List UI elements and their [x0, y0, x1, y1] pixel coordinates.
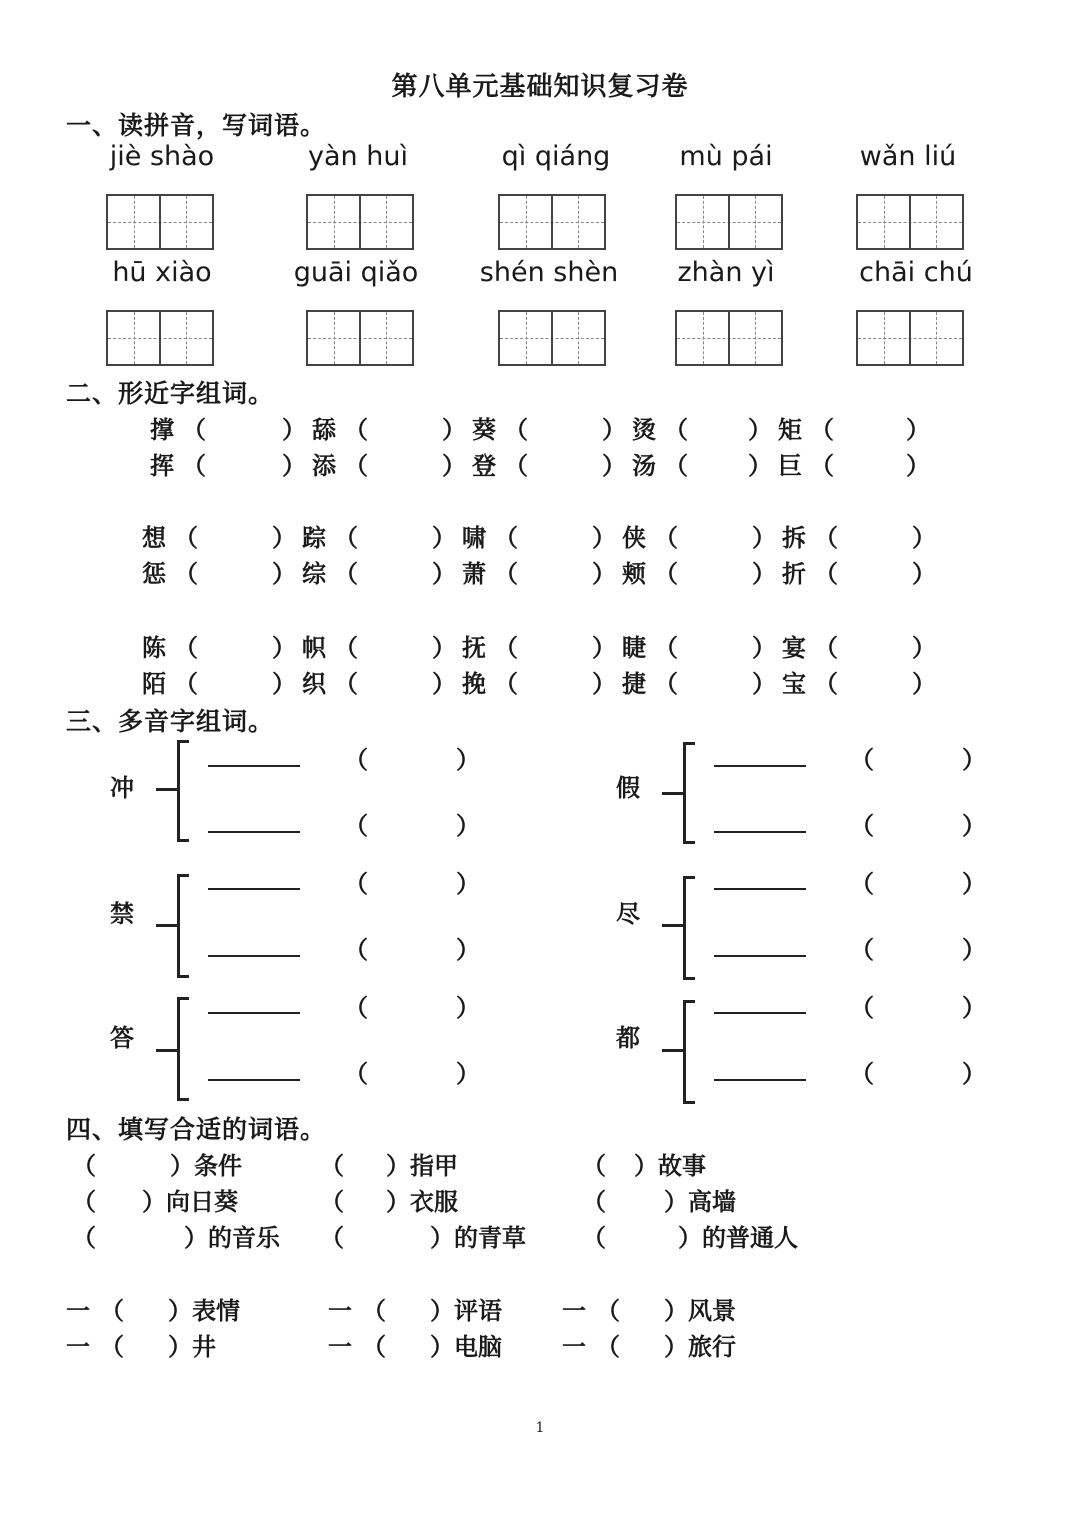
- close-paren: ）: [752, 669, 776, 698]
- pinyin-9: zhàn yì: [677, 257, 775, 288]
- open-paren: （: [850, 993, 874, 1022]
- close-paren: ）: [962, 869, 986, 898]
- close-paren: ）: [272, 559, 296, 588]
- open-paren: （: [72, 1151, 96, 1180]
- similar-char: 侠: [622, 523, 646, 552]
- writing-grid[interactable]: [675, 310, 783, 366]
- answer-line[interactable]: [208, 1012, 300, 1014]
- similar-char: 睫: [622, 633, 646, 662]
- similar-char: 汤: [632, 451, 656, 480]
- open-paren: （: [494, 669, 518, 698]
- close-paren: ）: [906, 415, 930, 444]
- close-paren: ）: [962, 935, 986, 964]
- similar-char: 帜: [302, 633, 326, 662]
- pinyin-7: guāi qiǎo: [293, 257, 419, 288]
- polyphone-char: 禁: [110, 899, 134, 928]
- open-paren: （: [174, 669, 198, 698]
- open-paren: （: [334, 559, 358, 588]
- one-char: 一: [562, 1296, 586, 1325]
- pinyin-5: wǎn liú: [859, 141, 957, 172]
- open-paren: （: [182, 451, 206, 480]
- close-paren: ）: [748, 451, 772, 480]
- fill-item: ）的普通人: [678, 1223, 798, 1252]
- fill-item: ）电脑: [430, 1332, 502, 1361]
- open-paren: （: [182, 415, 206, 444]
- writing-grid[interactable]: [106, 310, 214, 366]
- fill-item: ）表情: [168, 1296, 240, 1325]
- writing-grid[interactable]: [675, 194, 783, 250]
- similar-char: 撑: [150, 415, 174, 444]
- close-paren: ）: [456, 811, 480, 840]
- open-paren: （: [850, 869, 874, 898]
- polyphone-char: 尽: [616, 899, 640, 928]
- similar-char: 陈: [142, 633, 166, 662]
- open-paren: （: [100, 1332, 124, 1361]
- one-char: 一: [328, 1296, 352, 1325]
- open-paren: （: [344, 811, 368, 840]
- one-char: 一: [66, 1296, 90, 1325]
- open-paren: （: [334, 633, 358, 662]
- close-paren: ）: [592, 523, 616, 552]
- close-paren: ）: [272, 669, 296, 698]
- open-paren: （: [814, 633, 838, 662]
- fill-item: ）评语: [430, 1296, 502, 1325]
- open-paren: （: [582, 1187, 606, 1216]
- answer-line[interactable]: [714, 1012, 806, 1014]
- open-paren: （: [654, 559, 678, 588]
- close-paren: ）: [456, 869, 480, 898]
- bracket: [683, 742, 695, 844]
- close-paren: ）: [272, 523, 296, 552]
- open-paren: （: [344, 1059, 368, 1088]
- open-paren: （: [344, 993, 368, 1022]
- close-paren: ）: [962, 993, 986, 1022]
- close-paren: ）: [272, 633, 296, 662]
- one-char: 一: [562, 1332, 586, 1361]
- writing-grid[interactable]: [306, 194, 414, 250]
- open-paren: （: [72, 1187, 96, 1216]
- open-paren: （: [344, 745, 368, 774]
- open-paren: （: [654, 523, 678, 552]
- similar-char: 踪: [302, 523, 326, 552]
- similar-char: 宝: [782, 669, 806, 698]
- similar-char: 惩: [142, 559, 166, 588]
- similar-char: 添: [312, 451, 336, 480]
- polyphone-char: 冲: [110, 773, 134, 802]
- similar-char: 抚: [462, 633, 486, 662]
- section-1-heading: 一、读拼音，写词语。: [66, 111, 327, 140]
- fill-item: ）高墙: [664, 1187, 736, 1216]
- open-paren: （: [850, 935, 874, 964]
- similar-char: 巨: [778, 451, 802, 480]
- similar-char: 登: [472, 451, 496, 480]
- close-paren: ）: [432, 633, 456, 662]
- similar-char: 陌: [142, 669, 166, 698]
- page-number: 1: [535, 1420, 545, 1436]
- bracket: [177, 740, 189, 842]
- fill-item: ）条件: [170, 1151, 242, 1180]
- one-char: 一: [66, 1332, 90, 1361]
- close-paren: ）: [962, 811, 986, 840]
- writing-grid[interactable]: [498, 310, 606, 366]
- open-paren: （: [320, 1187, 344, 1216]
- pinyin-4: mù pái: [679, 141, 773, 172]
- close-paren: ）: [432, 523, 456, 552]
- close-paren: ）: [456, 993, 480, 1022]
- pinyin-10: chāi chú: [859, 257, 973, 288]
- close-paren: ）: [602, 415, 626, 444]
- close-paren: ）: [432, 559, 456, 588]
- answer-line[interactable]: [714, 831, 806, 833]
- section-4-heading: 四、填写合适的词语。: [66, 1115, 327, 1144]
- answer-line[interactable]: [714, 888, 806, 890]
- open-paren: （: [504, 451, 528, 480]
- polyphone-char: 都: [616, 1023, 640, 1052]
- open-paren: （: [850, 745, 874, 774]
- similar-char: 矩: [778, 415, 802, 444]
- open-paren: （: [494, 523, 518, 552]
- open-paren: （: [320, 1151, 344, 1180]
- open-paren: （: [344, 869, 368, 898]
- open-paren: （: [810, 451, 834, 480]
- similar-char: 综: [302, 559, 326, 588]
- open-paren: （: [654, 669, 678, 698]
- answer-line[interactable]: [208, 955, 300, 957]
- close-paren: ）: [442, 415, 466, 444]
- similar-char: 烫: [632, 415, 656, 444]
- open-paren: （: [344, 415, 368, 444]
- open-paren: （: [174, 633, 198, 662]
- answer-line[interactable]: [208, 831, 300, 833]
- answer-line[interactable]: [208, 888, 300, 890]
- open-paren: （: [596, 1296, 620, 1325]
- pinyin-2: yàn huì: [308, 141, 408, 172]
- close-paren: ）: [962, 1059, 986, 1088]
- close-paren: ）: [592, 559, 616, 588]
- similar-char: 葵: [472, 415, 496, 444]
- open-paren: （: [814, 559, 838, 588]
- section-3-heading: 三、多音字组词。: [66, 707, 275, 736]
- similar-char: 舔: [312, 415, 336, 444]
- close-paren: ）: [592, 669, 616, 698]
- open-paren: （: [362, 1332, 386, 1361]
- open-paren: （: [494, 633, 518, 662]
- pinyin-1: jiè shào: [109, 141, 215, 172]
- close-paren: ）: [752, 523, 776, 552]
- one-char: 一: [328, 1332, 352, 1361]
- close-paren: ）: [752, 559, 776, 588]
- bracket: [683, 876, 695, 980]
- bracket: [177, 874, 189, 978]
- open-paren: （: [664, 451, 688, 480]
- similar-char: 想: [142, 523, 166, 552]
- open-paren: （: [850, 1059, 874, 1088]
- open-paren: （: [494, 559, 518, 588]
- open-paren: （: [100, 1296, 124, 1325]
- close-paren: ）: [282, 451, 306, 480]
- close-paren: ）: [456, 1059, 480, 1088]
- writing-grid[interactable]: [106, 194, 214, 250]
- answer-line[interactable]: [714, 765, 806, 767]
- answer-line[interactable]: [208, 1079, 300, 1081]
- open-paren: （: [334, 523, 358, 552]
- close-paren: ）: [912, 669, 936, 698]
- fill-item: ）故事: [634, 1151, 706, 1180]
- answer-line[interactable]: [714, 1079, 806, 1081]
- open-paren: （: [664, 415, 688, 444]
- pinyin-3: qì qiáng: [501, 141, 611, 172]
- bracket: [177, 997, 189, 1101]
- similar-char: 捷: [622, 669, 646, 698]
- open-paren: （: [344, 451, 368, 480]
- writing-grid[interactable]: [498, 194, 606, 250]
- similar-char: 挽: [462, 669, 486, 698]
- similar-char: 颊: [622, 559, 646, 588]
- fill-item: ）风景: [664, 1296, 736, 1325]
- close-paren: ）: [442, 451, 466, 480]
- polyphone-char: 假: [616, 773, 640, 802]
- similar-char: 啸: [462, 523, 486, 552]
- open-paren: （: [814, 523, 838, 552]
- close-paren: ）: [592, 633, 616, 662]
- open-paren: （: [344, 935, 368, 964]
- close-paren: ）: [912, 523, 936, 552]
- fill-item: ）衣服: [386, 1187, 458, 1216]
- pinyin-6: hū xiào: [112, 257, 212, 288]
- open-paren: （: [174, 559, 198, 588]
- similar-char: 挥: [150, 451, 174, 480]
- bracket: [683, 1000, 695, 1104]
- open-paren: （: [582, 1151, 606, 1180]
- similar-char: 拆: [782, 523, 806, 552]
- fill-item: ）指甲: [386, 1151, 458, 1180]
- open-paren: （: [334, 669, 358, 698]
- fill-item: ）旅行: [664, 1332, 736, 1361]
- fill-item: ）的青草: [430, 1223, 526, 1252]
- close-paren: ）: [912, 633, 936, 662]
- fill-item: ）的音乐: [184, 1223, 280, 1252]
- similar-char: 萧: [462, 559, 486, 588]
- close-paren: ）: [748, 415, 772, 444]
- open-paren: （: [582, 1223, 606, 1252]
- writing-grid[interactable]: [856, 310, 964, 366]
- close-paren: ）: [752, 633, 776, 662]
- writing-grid[interactable]: [306, 310, 414, 366]
- close-paren: ）: [432, 669, 456, 698]
- open-paren: （: [814, 669, 838, 698]
- page-title: 第八单元基础知识复习卷: [391, 72, 689, 102]
- close-paren: ）: [602, 451, 626, 480]
- open-paren: （: [320, 1223, 344, 1252]
- open-paren: （: [174, 523, 198, 552]
- similar-char: 宴: [782, 633, 806, 662]
- open-paren: （: [362, 1296, 386, 1325]
- open-paren: （: [654, 633, 678, 662]
- open-paren: （: [596, 1332, 620, 1361]
- writing-grid[interactable]: [856, 194, 964, 250]
- polyphone-char: 答: [110, 1023, 134, 1052]
- open-paren: （: [850, 811, 874, 840]
- close-paren: ）: [456, 745, 480, 774]
- close-paren: ）: [962, 745, 986, 774]
- similar-char: 织: [302, 669, 326, 698]
- close-paren: ）: [456, 935, 480, 964]
- section-2-heading: 二、形近字组词。: [66, 379, 275, 408]
- open-paren: （: [504, 415, 528, 444]
- answer-line[interactable]: [208, 765, 300, 767]
- open-paren: （: [810, 415, 834, 444]
- similar-char: 折: [782, 559, 806, 588]
- close-paren: ）: [282, 415, 306, 444]
- open-paren: （: [72, 1223, 96, 1252]
- fill-item: ）井: [168, 1332, 216, 1361]
- pinyin-8: shén shèn: [479, 257, 619, 288]
- close-paren: ）: [906, 451, 930, 480]
- fill-item: ）向日葵: [142, 1187, 238, 1216]
- answer-line[interactable]: [714, 955, 806, 957]
- close-paren: ）: [912, 559, 936, 588]
